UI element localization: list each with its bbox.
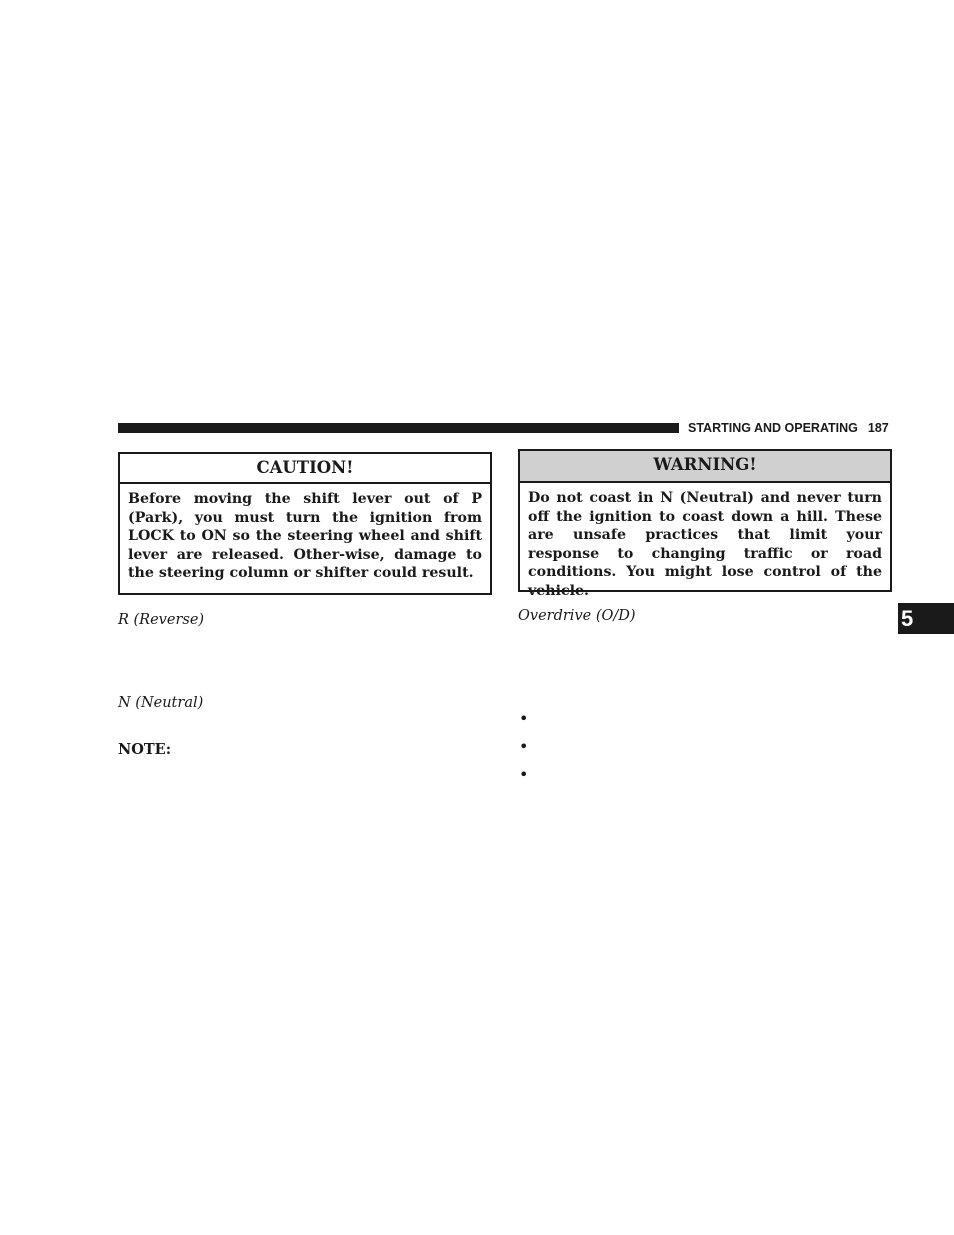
chapter-tab: 5: [898, 603, 954, 634]
warning-body: Do not coast in N (Neutral) and never turn off the ignition to coast down a hill. These are unsafe practices that limit your response to changing traffic or road conditions. You might lose control of the vehicle.: [528, 490, 882, 599]
overdrive-heading: Overdrive (O/D): [518, 608, 636, 624]
warning-title: WARNING!: [520, 451, 890, 483]
bullet-item: •: [519, 765, 529, 784]
running-header: [688, 420, 898, 436]
page-number: 187: [867, 421, 889, 435]
caution-body: Before moving the shift lever out of P (Park), you must turn the ignition from LOCK to ON so the steering wheel and shift lever are released. Other-wise, damage to the steering column or shifter could result.: [128, 491, 482, 582]
neutral-heading: N (Neutral): [118, 695, 204, 711]
reverse-heading: R (Reverse): [118, 612, 205, 628]
section-title: STARTING AND OPERATING: [688, 421, 858, 435]
warning-box: [518, 449, 892, 599]
note-heading: NOTE:: [118, 741, 172, 758]
caution-box: [118, 452, 492, 595]
bullet-item: •: [519, 737, 529, 756]
caution-title: CAUTION!: [120, 454, 490, 484]
bullet-item: •: [519, 709, 529, 728]
header-rule: [118, 423, 679, 433]
